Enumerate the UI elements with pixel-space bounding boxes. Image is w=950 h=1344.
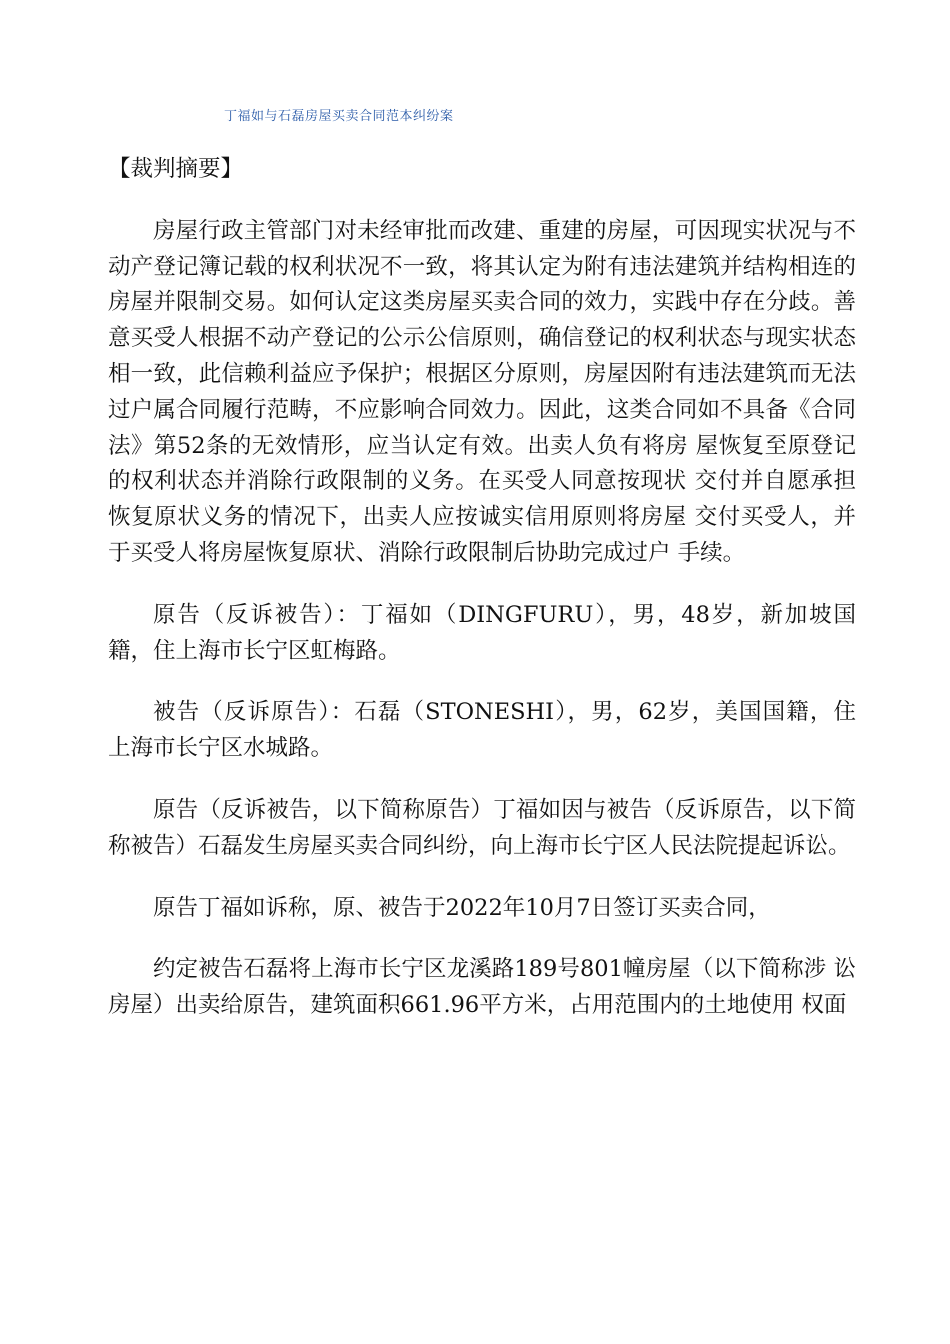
summary-paragraph: 房屋行政主管部门对未经审批而改建、重建的房屋，可因现实状况与不动产登记簿记载的权利状况不一致，将其认定为附有违法建筑并结构相连的房屋并限制交易。如何认定这类房屋买卖合同的效力，实践中存在分歧。善意买受人根据不动产登记的公示公信原则，确信登记的权利状态与现实状态相一致，此信赖利益应予保护；根据区分原则，房屋因附有违法建筑而无法过户属合同履行范畴，不应影响合同效力。因此，这类合同如不具备《合同法》第52条的无效情形，应当认定有效。出卖人负有将房 屋恢复至原登记的权利状态并消除行政限制的义务。在买受人同意按现状 交付并自愿承担恢复原状义务的情况下，出卖人应按诚实信用原则将房屋 交付买受人，并于买受人将房屋恢复原状、消除行政限制后协助完成过户 手续。 — [108, 217, 856, 566]
defendant-paragraph: 被告（反诉原告）：石磊（STONESHI），男，62岁，美国国籍，住 上海市长宁区水城路。 — [108, 699, 856, 762]
claim-paragraph: 原告丁福如诉称，原、被告于2022年10月7日签订买卖合同， — [153, 894, 771, 921]
document-title: 丁福如与石磊房屋买卖合同范本纠纷案 — [224, 109, 454, 124]
document-body — [108, 152, 856, 1050]
agreement-paragraph: 约定被告石磊将上海市长宁区龙溪路189号801幢房屋（以下简称涉 讼房屋）出卖给原告，建筑面积661.96平方米，占用范围内的土地使用 权面 — [108, 956, 856, 1019]
plaintiff-paragraph: 原告（反诉被告）：丁福如（DINGFURU），男，48岁，新加坡国籍，住上海市长宁区虹梅路。 — [108, 601, 856, 664]
section-heading: 【裁判摘要】 — [108, 156, 244, 182]
case-intro-paragraph: 原告（反诉被告，以下简称原告）丁福如因与被告（反诉原告，以下简称被告）石磊发生房屋买卖合同纠纷，向上海市长宁区人民法院提起诉讼。 — [108, 796, 856, 859]
